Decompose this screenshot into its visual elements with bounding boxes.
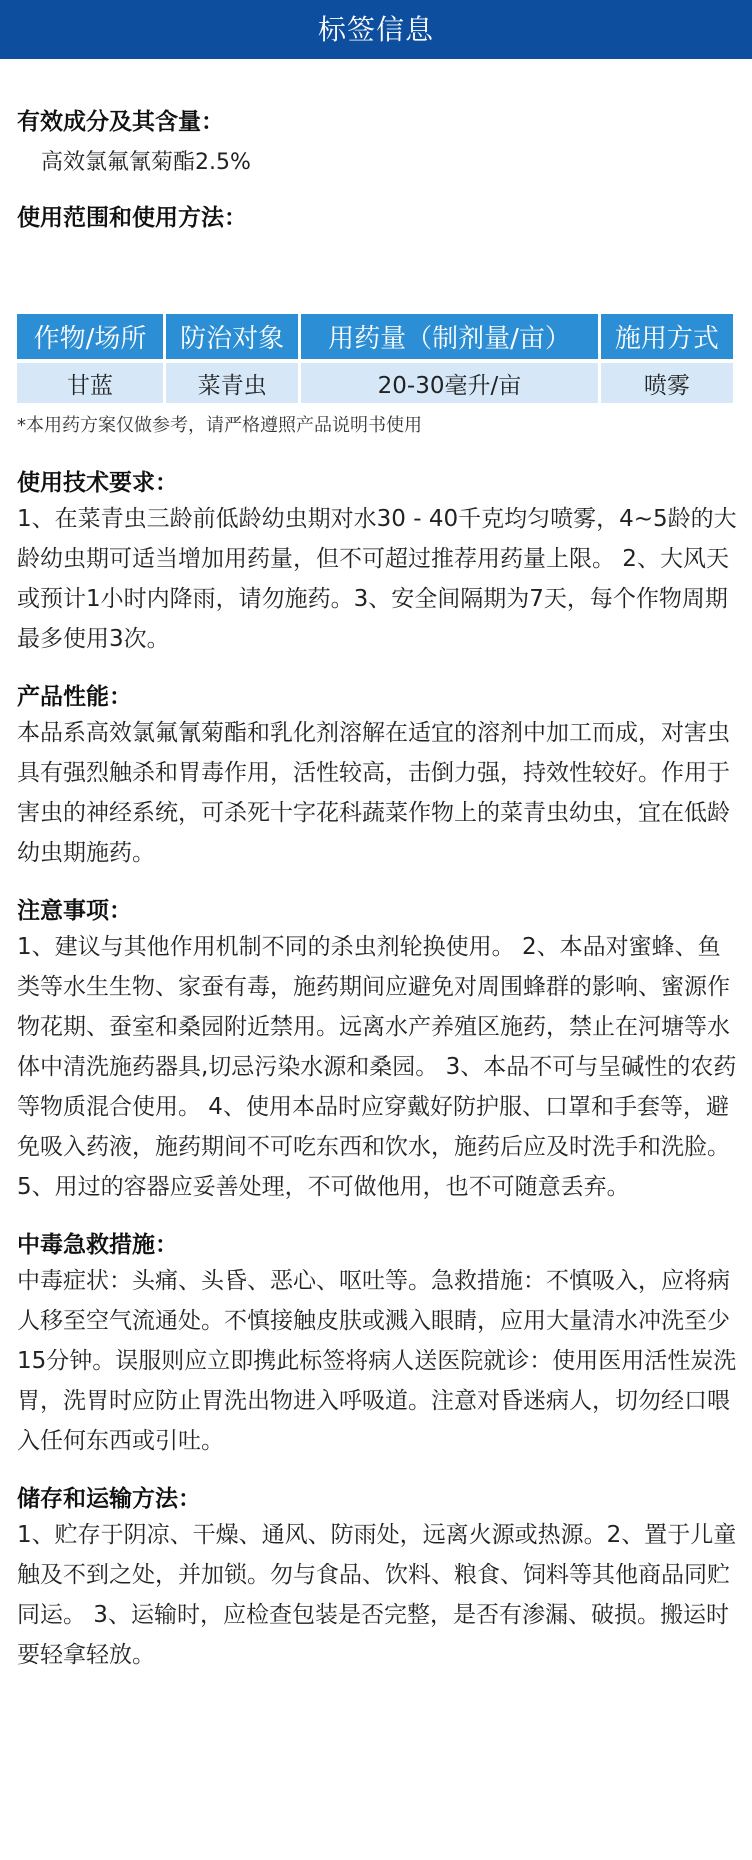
- ingredients-value: 高效氯氟氰菊酯2.5%: [41, 150, 251, 175]
- table-header-crop: 作物/场所: [17, 314, 163, 359]
- label-content: [17, 106, 737, 1675]
- ingredients-title: 有效成分及其含量：: [17, 109, 224, 135]
- page-title: 标签信息: [317, 13, 434, 46]
- storage-title: 储存和运输方法：: [17, 1486, 201, 1512]
- usage-table: [14, 314, 736, 403]
- technical-body: 1、在菜青虫三龄前低龄幼虫期对水30 - 40千克均匀喷雾，4~5龄的大龄幼虫期可适当增加用药量，但不可超过推荐用药量上限。 2、大风天或预计1小时内降雨，请勿施药。3、安全间隔期为7天，每个作物周期最多使用3次。: [17, 506, 737, 652]
- table-cell-dosage: 20-30毫升/亩: [301, 359, 597, 403]
- table-header-method: 施用方式: [601, 314, 733, 359]
- usage-note: *本用药方案仅做参考，请严格遵照产品说明书使用: [17, 415, 422, 436]
- usage-title: 使用范围和使用方法：: [17, 205, 247, 231]
- storage-body: 1、贮存于阴凉、干燥、通风、防雨处，远离火源或热源。2、置于儿童触及不到之处，并加锁。勿与食品、饮料、粮食、饲料等其他商品同贮同运。 3、运输时，应检查包装是否完整，是否有渗漏、破损。搬运时要轻拿轻放。: [17, 1522, 737, 1668]
- usage-table-header-row: [17, 314, 733, 359]
- firstaid-title: 中毒急救措施：: [17, 1232, 178, 1258]
- table-cell-method: 喷雾: [601, 359, 733, 403]
- firstaid-body: 中毒症状：头痛、头昏、恶心、呕吐等。急救措施：不慎吸入，应将病人移至空气流通处。不慎接触皮肤或溅入眼睛，应用大量清水冲洗至少15分钟。误服则应立即携此标签将病人送医院就诊：使用医用活性炭洗胃，洗胃时应防止胃洗出物进入呼吸道。注意对昏迷病人，切勿经口喂入任何东西或引吐。: [17, 1268, 737, 1454]
- table-row: [17, 359, 733, 403]
- page-header: [0, 0, 752, 59]
- table-header-target: 防治对象: [166, 314, 298, 359]
- performance-body: 本品系高效氯氟氰菊酯和乳化剂溶解在适宜的溶剂中加工而成，对害虫具有强烈触杀和胃毒作用，活性较高，击倒力强，持效性较好。作用于害虫的神经系统，可杀死十字花科蔬菜作物上的菜青虫幼虫，宜在低龄幼虫期施药。: [17, 720, 730, 866]
- precautions-body: 1、建议与其他作用机制不同的杀虫剂轮换使用。 2、本品对蜜蜂、鱼类等水生生物、家蚕有毒，施药期间应避免对周围蜂群的影响、蜜源作物花期、蚕室和桑园附近禁用。远离水产养殖区施药，禁止在河塘等水体中清洗施药器具,切忌污染水源和桑园。 3、本品不可与呈碱性的农药等物质混合使用。 4、使用本品时应穿戴好防护服、口罩和手套等，避免吸入药液，施药期间不可吃东西和饮水，施药后应及时洗手和洗脸。 5、用过的容器应妥善处理，不可做他用，也不可随意丢弃。: [17, 934, 738, 1200]
- table-header-dosage: 用药量（制剂量/亩）: [301, 314, 597, 359]
- technical-title: 使用技术要求：: [17, 470, 178, 496]
- table-cell-target: 菜青虫: [166, 359, 298, 403]
- table-cell-crop: 甘蓝: [17, 359, 163, 403]
- performance-title: 产品性能：: [17, 684, 132, 710]
- precautions-title: 注意事项：: [17, 898, 132, 924]
